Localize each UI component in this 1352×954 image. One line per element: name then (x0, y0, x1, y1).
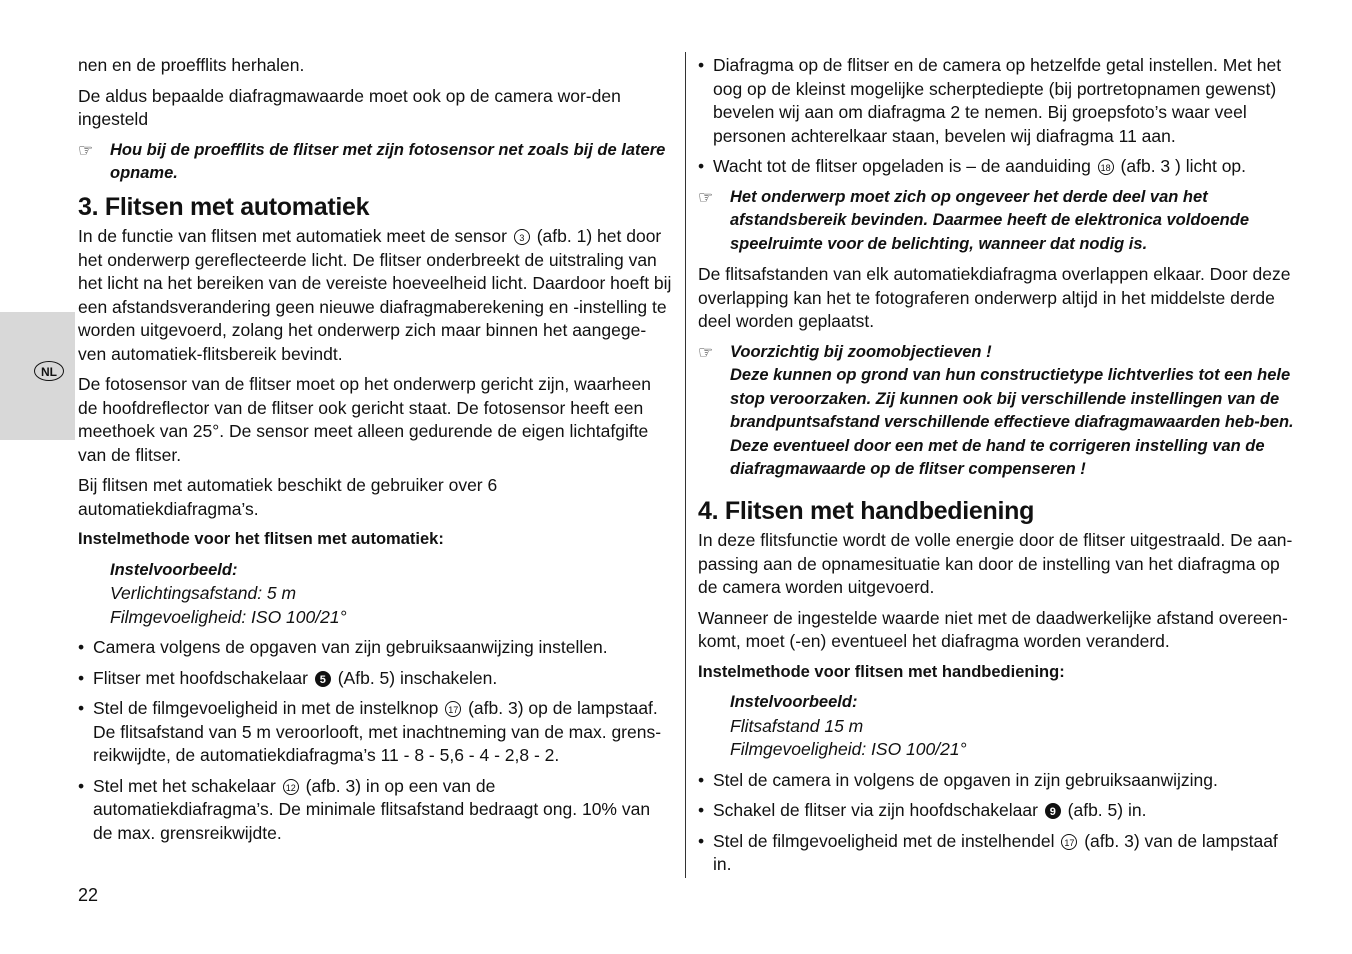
pointing-hand-icon: ☞ (78, 140, 94, 160)
column-divider (685, 52, 686, 878)
bullet-item: • Diafragma op de flitser en de camera op hetzelfde getal instellen. Met het oog op de kleinst mogelijke scherptediepte (bij portretopnamen gewenst) bevelen wij aan om diafragma 2 te nemen. Bij groepsfoto’s waar veel personen achterelkaar staan, bevelen wij diafragma 11 aan. (698, 55, 1282, 146)
paragraph: Wanneer de ingestelde waarde niet met de daadwerkelijke afstand overeen-komt, moet (-en) eventueel het diafragma worden veranderd. (698, 607, 1288, 651)
method-heading: Instelmethode voor flitsen met handbediening: (698, 662, 1065, 681)
pointing-hand-icon: ☞ (698, 342, 714, 362)
bullet-item: • Stel de camera in volgens de opgaven in zijn gebruiksaanwijzing. (698, 769, 1218, 790)
bullet-item: • Camera volgens de opgaven van zijn gebruiksaanwijzing instellen. (78, 637, 608, 657)
note: ☞ Voorzichtig bij zoomobjectieven ! Deze kunnen op grond van hun constructietype lichtverlies tot een hele stop veroorzaken. Zij kunnen ook bij verschillende instellingen van de brandpuntsafstand verschillende effectieve diafragmawaarden heb-ben. Deze eventueel door een met de hand te corrigeren instelling van de diafragmawaarde op de flitser compenseren ! (698, 341, 1298, 482)
section-heading: 4. Flitsen met handbediening (698, 496, 1035, 525)
bullet-item: • Stel de filmgevoeligheid in met de instelknop 17 (afb. 3) op de lampstaaf. De flitsafstand van 5 m veroorlooft, met inachtneming van de max. grens-reikwijdte, de automatiekdiafragma’s 11 - 8 - 5,6 - 4 - 2,8 - 2. (78, 698, 662, 765)
reference-number: 5 (315, 671, 331, 687)
bullet-item: • Wacht tot de flitser opgeladen is – de aanduiding 18 (afb. 3 ) licht op. (698, 156, 1247, 176)
language-badge: NL (34, 361, 64, 381)
paragraph: Bij flitsen met automatiek beschikt de gebruiker over 6 automatiekdiafragma’s. (78, 475, 498, 519)
left-column (78, 54, 674, 852)
right-column (698, 54, 1298, 884)
reference-number: 9 (1045, 803, 1061, 819)
note: ☞ Het onderwerp moet zich op ongeveer het derde deel van het afstandsbereik bevinden. Daarmee heeft de elektronica voldoende speelruimte voor de belichting, wanneer dat nodig is. (698, 186, 1298, 257)
reference-number: 17 (445, 701, 461, 717)
note: ☞ Hou bij de proefflits de flitser met zijn fotosensor net zoals bij de latere opname. (78, 139, 674, 186)
paragraph: In de functie van flitsen met automatiek meet de sensor 3 (afb. 1) het door het onderwerp gereflecteerde licht. De flitser onderbreekt de uitstraling van het licht na het bereiken van de vereiste hoeveelheid licht. Daardoor hoeft bij een afstandsverandering geen nieuwe diafragmaberekening en -instelling te worden uitgevoerd, zolang het onderwerp zich maar binnen het aangege-ven automatiek-flitsbereik bevindt. (78, 226, 672, 364)
method-heading: Instelmethode voor het flitsen met automatiek: (78, 530, 444, 548)
page-number: 22 (78, 885, 99, 905)
bullet-item: • Flitser met hoofdschakelaar 5 (Afb. 5) inschakelen. (78, 667, 498, 688)
pointing-hand-icon: ☞ (698, 187, 714, 207)
paragraph: De flitsafstanden van elk automatiekdiafragma overlappen elkaar. Door deze overlapping kan het te fotograferen onderwerp altijd in het middelste derde deel worden geplaatst. (698, 264, 1291, 331)
paragraph: De aldus bepaalde diafragmawaarde moet ook op de camera wor-den ingesteld (78, 85, 621, 129)
example-block: Instelvoorbeeld: Flitsafstand 15 m Filmgevoeligheid: ISO 100/21° (730, 693, 967, 759)
reference-number: 3 (514, 229, 530, 245)
reference-number: 18 (1098, 159, 1114, 175)
section-heading: 3. Flitsen met automatiek (78, 192, 370, 221)
paragraph: nen en de proefflits herhalen. (78, 55, 305, 75)
bullet-item: • Stel de filmgevoeligheid met de instelhendel 17 (afb. 3) van de lampstaaf in. (698, 830, 1278, 874)
bullet-item: • Stel met het schakelaar 12 (afb. 3) in op een van de automatiekdiafragma’s. De minimale flitsafstand bedraagt ong. 10% van de max. grensreikwijdte. (78, 775, 651, 843)
paragraph: De fotosensor van de flitser moet op het onderwerp gericht zijn, waarheen de hoofdreflector van de flitser ook gericht staat. De fotosensor heeft een meethoek van 25°. De sensor meet alleen gedurende de eigen lichtafgifte van de flitser. (78, 374, 651, 465)
reference-number: 12 (283, 779, 299, 795)
bullet-item: • Schakel de flitser via zijn hoofdschakelaar 9 (afb. 5) in. (698, 800, 1147, 820)
example-block: Instelvoorbeeld: Verlichtingsafstand: 5 m Filmgevoeligheid: ISO 100/21° (110, 560, 347, 627)
reference-number: 17 (1061, 834, 1077, 850)
paragraph: In deze flitsfunctie wordt de volle energie door de flitser uitgestraald. De aan-passing aan de opnamesituatie kan door de instelling van het diafragma op de camera worden uitgevoerd. (698, 530, 1293, 597)
